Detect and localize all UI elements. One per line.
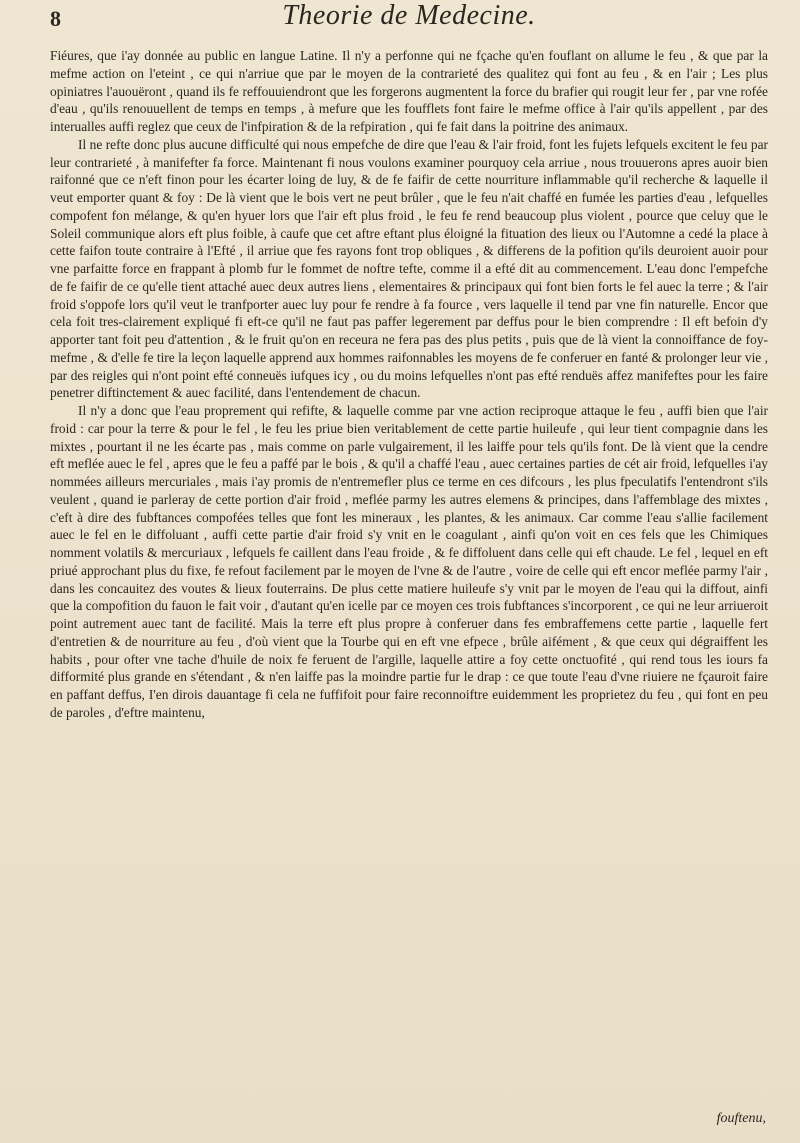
catchword: fouftenu, [716, 1111, 766, 1126]
body-text [50, 47, 768, 722]
page-header [50, 0, 768, 40]
running-title: Theorie de Medecine. [282, 0, 536, 31]
page-number: 8 [50, 6, 61, 31]
catchword-block [717, 1111, 766, 1126]
paragraph: Il ne refte donc plus aucune difficulté qui nous empefche de dire que l'eau & l'air froid, font les fujets lefquels excitent le feu par leur contrarieté , à manifefter fa force. Maintenant fi nous voulons examiner pourquoy cela arriue , nous trouuerons apres auoir bien raifonné que ce n'eft finon pour les écarter loing de luy, & de fe faifir de cette nourriture inflammable qu'il recherche & laquelle il veut emporter quant & foy : De là vient que le bois vert ne peut brûler , que le feu n'ait chaffé en fumée les parties d'eau , lefquelles compofent fon mélange, & qu'en hyuer lors que l'air eft plus froid , le feu fe rend beaucoup plus violent , pource que celuy que le Soleil communique alors eft plus foible, à caufe que cet aftre eftant plus éloigné la fituation des lieux ou l'Automne a cedé la place à cette faifon toute contraire à l'Efté , il arriue que fes rayons font trop obliques , & differens de la pofition qu'ils deuroient auoir pour vne parfaitte force en frappant à plomb fur le fommet de noftre tefte, comme il a efté dit au commencement. L'eau donc l'empefche de fe faifir de ce qu'elle tient attaché auec deux autres liens , elementaires & principaux qui font bien forts le fel auec la terre ; & l'air froid s'oppofe lors qu'il veut le tranfporter auec luy pour fe rendre à fa fource , vers laquelle il tend par vne fin naturelle. Encor que cela foit tres-clairement expliqué fi eft-ce qu'il ne faut pas paffer legerement par deffus pour le bien comprendre : Il eft befoin d'y apporter tant foit peu d'attention , & le fruit qu'on en receura ne fera pas des plus petits , puis que de là vient la connoiffance de foy-mefme , & d'elle fe tire la leçon laquelle apprend aux hommes raifonnables les moyens de fe conferuer en fanté & prolonger leur vie , par des reigles qui n'ont point efté conneuës iufques icy , ou du moins lefquelles n'ont pas efté renduës affez manifeftes pour les faire penetrer diftinctement & auec facilité, dans l'entendement de chacun. [50, 136, 768, 401]
paragraph: Fiéures, que i'ay donnée au public en langue Latine. Il n'y a perfonne qui ne fçache qu'en fouflant on allume le feu , & que par la mefme action on l'eteint , ce qui n'arriue que par le moyen de la contrarieté des qualitez qui font au feu , & en l'air ; Les plus opiniatres l'auouëront , quand ils fe reffouuiendront que les forgerons augmentent la force du brafier qui rougit leur fer , par vne rofée d'eau , qu'ils renouuellent de temps en temps , à mefure que les foufflets font faire le mefme office à l'air qu'ils appellent , par des interualles auffi reglez que ceux de l'infpiration & de la refpiration , qui fe fait dans la poitrine des animaux. [50, 48, 768, 134]
paragraph: Il n'y a donc que l'eau proprement qui refifte, & laquelle comme par vne action reciproque attaque le feu , auffi bien que l'air froid : car pour la terre & pour le fel , le feu les priue bien veritablement de cette partie huileufe , qui leur tient compagnie dans les mixtes , pourtant il ne les écarte pas , mais comme on parle vulgairement, il les laiffe pour tels qu'ils font. De là vient que la cendre eft meflée auec le fel , apres que le feu a paffé par le bois , & qu'il a chaffé l'eau , auec certaines parties de cét air froid, lefquelles i'ay nommées ailleurs mercuriales , mais i'ay promis de n'entremefler plus ce terme en ces difcours , les plus fpeculatifs l'entendront s'ils veulent , quand ie parleray de cette portion d'air froid , meflée parmy les autres elemens & principes, dans l'affemblage des mixtes , c'eft à dire des fubftances compofées telles que font les mineraux , les plantes, & les animaux. Car comme l'eau s'allie facilement auec le fel en le diffoluant , auffi cette partie d'air froid s'y vnit en le coagulant , ainfi qu'on voit en ces fels que les Chimiques nomment volatils & mercuriaux , lefquels fe caillent dans l'eau froide , & fe diffoluent dans celle qui eft chaude. Le fel , lequel en eft priué approchant plus du fixe, fe refout facilement par le moyen de l'vne & de l'autre , voire de celle qui eft encor meflée parmy l'air , dans les concauitez des voutes & lieux fouterrains. De plus cette matiere huileufe s'y vnit par le moyen de l'eau qui la diffout, ainfi que la compofition du fauon le fait voir , d'autant qu'en icelle par ce moyen ces trois fubftances s'incorporent , ce qui ne leur arriueroit point autrement auec tant de facilité. Mais la terre eft plus propre à conferuer dans fes embraffemens cette partie , laquelle fert d'entretien & de nourriture au feu , d'où vient que la Tourbe qui en eft vne efpece , brûle aifément , & que ceux qui dégraiffent les habits , pour ofter vne tache d'huile de noix fe feruent de l'argille, laquelle attire a foy cette onctuofité , qui rend tous les iours fa difformité plus grande en s'étendant , & n'en laiffe pas la moindre partie fur le drap : ce que toute l'eau d'vne riuiere ne fçauroit faire en paffant deffus, I'en dirois dauantage fi cela ne fuffifoit pour faire reconnoiftre euidemment les proprietez du feu , qui font en peu de paroles , d'eftre maintenu, [50, 403, 768, 720]
